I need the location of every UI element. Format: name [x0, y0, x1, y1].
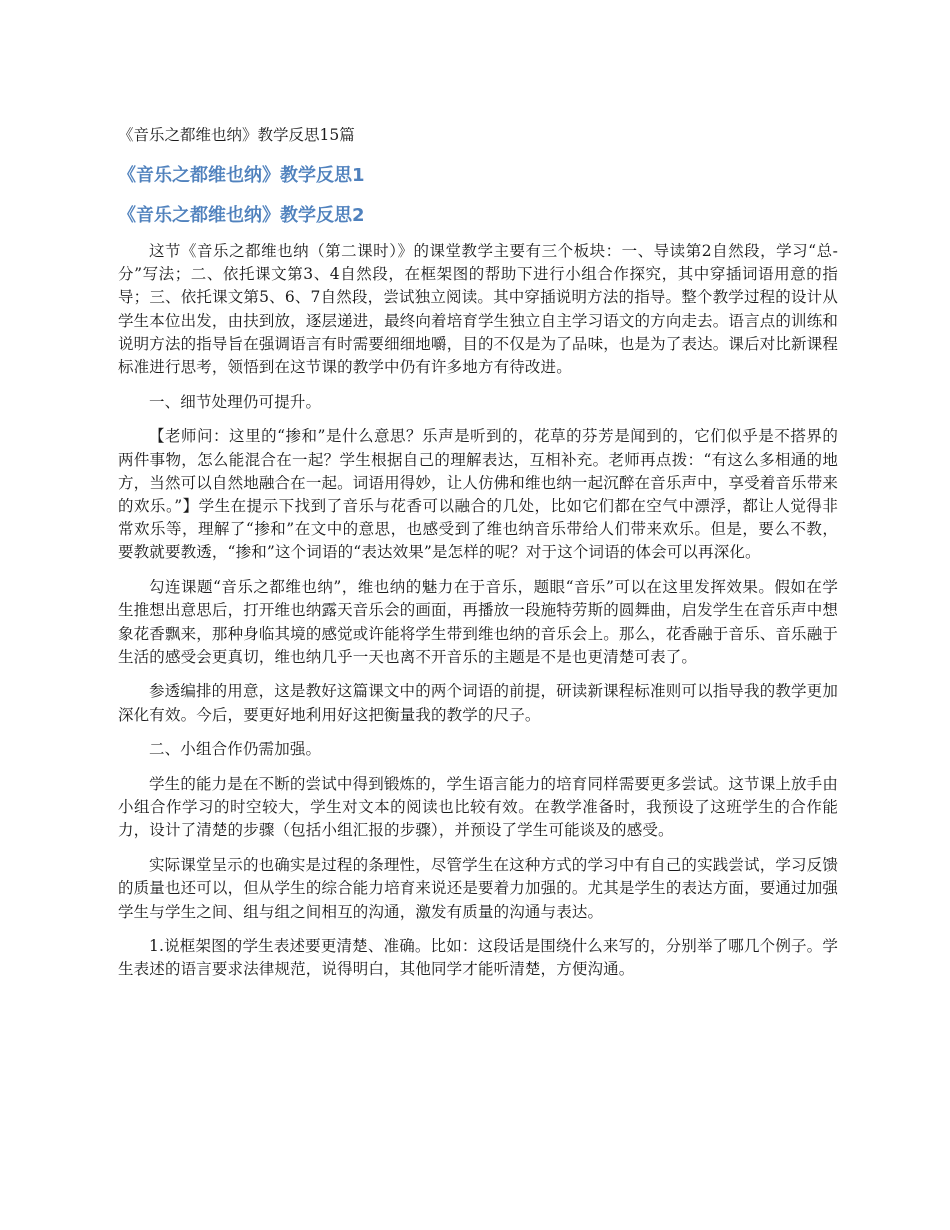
paragraph-intro: 这节《音乐之都维也纳（第二课时）》的课堂教学主要有三个板块：一、导读第2自然段，学习“总-分”写法；二、依托课文第3、4自然段，在框架图的帮助下进行小组合作探究，其中穿插词语用意的指导；三、依托课文第5、6、7自然段，尝试独立阅读。其中穿插说明方法的指导。整个教学过程的设计从学生本位出发，由扶到放，逐层递进，最终向着培育学生独立自主学习语文的方向走去。语言点的训练和说明方法的指导旨在强调语言有时需要细细地嚼，目的不仅是为了品味，也是为了表达。课后对比新课程标准进行思考，领悟到在这节课的教学中仍有许多地方有待改进。	[118, 242, 838, 377]
paragraph-framework-expression: 1.说框架图的学生表述要更清楚、准确。比如：这段话是围绕什么来写的，分别举了哪几个例子。学生表述的语言要求法律规范，说得明白，其他同学才能听清楚，方便沟通。	[118, 937, 838, 979]
section-heading-1: 《音乐之都维也纳》教学反思1	[118, 165, 365, 186]
document-title: 《音乐之都维也纳》教学反思15篇	[118, 126, 355, 144]
paragraph-teacher-question: 【老师问：这里的“掺和”是什么意思？乐声是听到的，花草的芬芳是闻到的，它们似乎是不搭界的两件事物，怎么能混合在一起？学生根据自己的理解表达，互相补充。老师再点拨：“有这么多相通的地方，当然可以自然地融合在一起。词语用得妙，让人仿佛和维也纳一起沉醉在音乐声中，享受着音乐带来的欢乐。”】学生在提示下找到了音乐与花香可以融合的几处，比如它们都在空气中漂浮，都让人觉得非常欢乐等，理解了“掺和”在文中的意思，也感受到了维也纳音乐带给人们带来欢乐。但是，要么不教，要教就要教透，“掺和”这个词语的“表达效果”是怎样的呢？对于这个词语的体会可以再深化。	[118, 427, 838, 562]
paragraph-classroom-reality: 实际课堂呈示的也确实是过程的条理性，尽管学生在这种方式的学习中有自己的实践尝试，学习反馈的质量也还可以，但从学生的综合能力培育来说还是要着力加强的。尤其是学生的表达方面，要通过加强学生与学生之间、组与组之间相互的沟通，激发有质量的沟通与表达。	[118, 856, 838, 921]
section-heading-2: 《音乐之都维也纳》教学反思2	[118, 205, 365, 226]
paragraph-student-ability: 学生的能力是在不断的尝试中得到锻炼的，学生语言能力的培育同样需要更多尝试。这节课上放手由小组合作学习的时空较大，学生对文本的阅读也比较有效。在教学准备时，我预设了这班学生的合作能力，设计了清楚的步骤（包括小组汇报的步骤），并预设了学生可能谈及的感受。	[118, 775, 838, 840]
paragraph-point-two: 二、小组合作仍需加强。	[149, 740, 322, 759]
document-page	[118, 124, 838, 993]
paragraph-point-one: 一、细节处理仍可提升。	[149, 392, 322, 411]
paragraph-title-link: 勾连课题“音乐之都维也纳”，维也纳的魅力在于音乐，题眼“音乐”可以在这里发挥效果。假如在学生推想出意思后，打开维也纳露天音乐会的画面，再播放一段施特劳斯的圆舞曲，启发学生在音乐声中想象花香飘来，那种身临其境的感觉或许能将学生带到维也纳的音乐会上。那么，花香融于音乐、音乐融于生活的感受会更真切，维也纳几乎一天也离不开音乐的主题是不是也更清楚可表了。	[118, 578, 838, 666]
paragraph-curriculum: 参透编排的用意，这是教好这篇课文中的两个词语的前提，研读新课程标准则可以指导我的教学更加深化有效。今后，要更好地利用好这把衡量我的教学的尺子。	[118, 682, 838, 724]
